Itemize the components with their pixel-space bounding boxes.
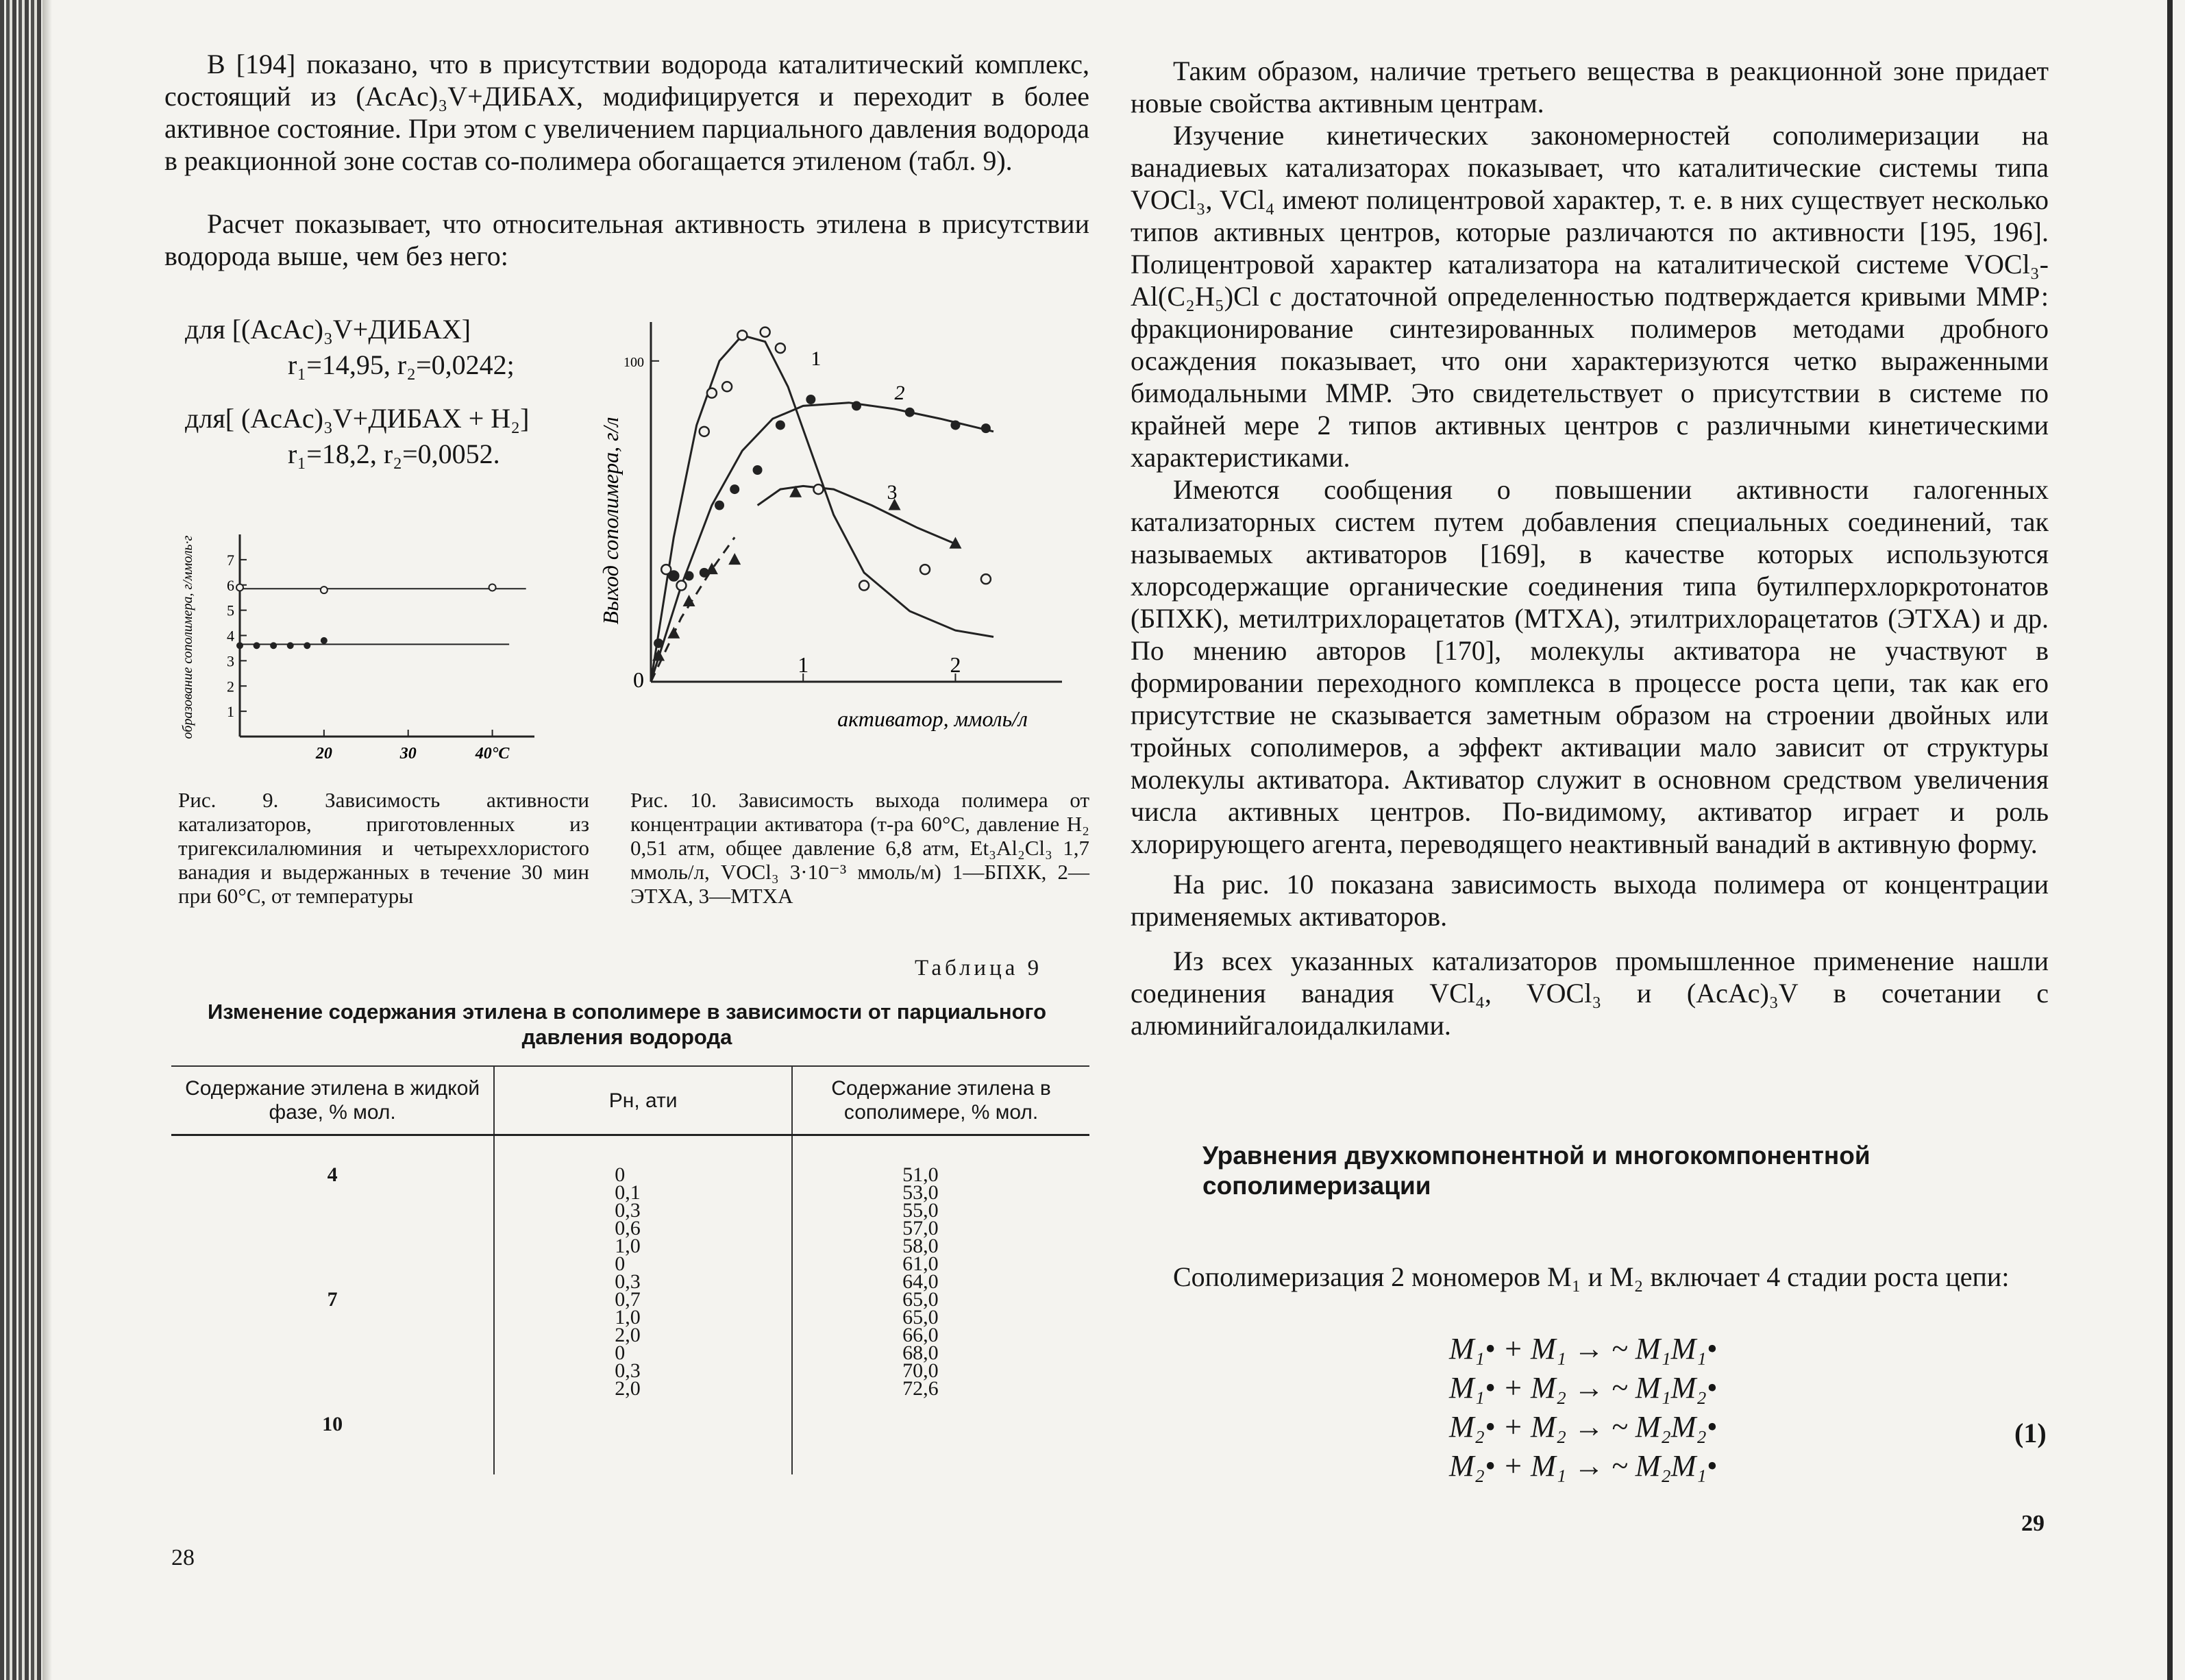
right-para-5: Из всех указанных катализаторов промышленное применение нашли соединения ванадия VCl₄, VOCl₃ и (AcAc)₃V в сочетании с алюминийгалоидалкилами. xyxy=(1131,946,2049,1041)
fig9-y-label: образование сополимера, г/ммоль·г xyxy=(180,535,195,739)
fig10-point-series-3 xyxy=(667,627,680,639)
fig10-series-label: 3 xyxy=(887,481,898,504)
table-cell-pressure: 2,0 xyxy=(615,1377,641,1400)
fig10-point-series-1 xyxy=(722,382,732,391)
fig10-x-tick-label: 1 xyxy=(798,652,809,677)
fig10-point-series-2 xyxy=(654,639,663,648)
fig10-point-series-2 xyxy=(753,465,763,475)
fig9-y-tick-label: 6 xyxy=(227,576,234,594)
table-cell-copolymer: 61,0 xyxy=(902,1252,939,1275)
fig10-point-series-1 xyxy=(700,427,709,436)
fig9-y-tick-label: 2 xyxy=(227,678,234,695)
fig9-y-tick-label: 3 xyxy=(227,652,234,670)
table-number: Таблица 9 xyxy=(915,956,1043,980)
equations-block xyxy=(1449,1329,1805,1485)
fig10-point-series-1 xyxy=(707,388,717,398)
right-para-1: Таким образом, наличие третьего вещества в реакционной зоне придает новые свойства активным центрам. xyxy=(1131,55,2049,119)
fig9-y-tick-label: 5 xyxy=(227,602,234,619)
fig10-point-series-1 xyxy=(920,565,930,574)
table-cell-copolymer: 65,0 xyxy=(902,1306,939,1329)
fig10-point-series-1 xyxy=(676,581,686,591)
fig9-chart xyxy=(164,521,548,774)
equation-4: M₂• + M₁ → ~ M₂M₁• xyxy=(1449,1449,1718,1483)
fig10-x-tick-label: 2 xyxy=(950,652,961,677)
table-cell-copolymer: 64,0 xyxy=(902,1270,939,1293)
fig10-point-series-2 xyxy=(806,395,815,404)
table-col-pressure xyxy=(494,1135,792,1475)
right-text-block xyxy=(1131,55,2049,1041)
fig9-x-tick-label: 40°C xyxy=(475,745,510,763)
fig10-point-series-1 xyxy=(761,328,770,337)
table-cell-copolymer: 72,6 xyxy=(902,1377,939,1400)
fig10-y-label: Выход сополимера, г/л xyxy=(598,417,623,625)
table-cell-copolymer: 70,0 xyxy=(902,1359,939,1382)
table-cell-pressure: 0,3 xyxy=(615,1199,641,1222)
fig9-point-filled xyxy=(321,637,328,644)
table-cell-copolymer: 55,0 xyxy=(902,1199,939,1222)
fig10-y-tick-label: 100 xyxy=(624,354,644,370)
right-para-2: Изучение кинетических закономерностей сополимеризации на ванадиевых катализаторах показывает, что каталитические системы типа VOCl₃, VCl₄ имеют полицентровой характер, т. е. в них существует несколько типов активных центров, которые различаются по активности [195, 196]. Полицентровой характер катализатора на каталитической системе VOCl₃-Al(C₂H₅)Cl с достаточной определенностью подтверждается кривыми ММР: фракционирование синтезированных полимеров методами дробного осаждения показывает, что они характеризуются четко выраженными бимодальными ММР. Это свидетельствует о присутствии в системе по крайней мере 2 типов активных центров с различными кинетическими характеристиками. xyxy=(1131,120,2049,473)
fig9-y-tick-label: 7 xyxy=(227,551,234,569)
table-cell-pressure: 0,7 xyxy=(615,1288,641,1311)
table-cell-pressure: 0 xyxy=(615,1342,626,1364)
fig10-point-series-2 xyxy=(852,401,861,410)
table-cell-copolymer: 57,0 xyxy=(902,1217,939,1239)
fig10-point-series-3 xyxy=(683,595,695,606)
right-page-number: 29 xyxy=(2021,1511,2045,1536)
table-9 xyxy=(171,1065,1089,1474)
section-heading: Уравнения двухкомпонентной и многокомпонентной сополимеризации xyxy=(1202,1141,1871,1200)
fig10-curve-2 xyxy=(651,403,993,682)
book-spine xyxy=(0,0,42,1680)
equation-1: M₁• + M₁ → ~ M₁M₁• xyxy=(1449,1332,1718,1366)
fig10-point-series-3 xyxy=(728,553,741,565)
fig9-caption: Рис. 9. Зависимость активности катализаторов, приготовленных из тригексилалюминия и четыреххлористого ванадия и выдержанных в течение 30 мин при 60°С, от температуры xyxy=(178,788,589,908)
fig10-point-series-2 xyxy=(905,408,915,417)
fig10-point-series-1 xyxy=(813,484,823,494)
right-para-4: На рис. 10 показана зависимость выхода полимера от концентрации применяемых активаторов. xyxy=(1131,869,2049,932)
table-header-copolymer: Содержание этилена в сополимере, % мол. xyxy=(792,1066,1089,1135)
table-cell-liquid: 7 xyxy=(327,1288,338,1311)
table-header-liquid: Содержание этилена в жидкой фазе, % мол. xyxy=(171,1066,494,1135)
fig10-point-series-1 xyxy=(737,330,747,340)
ratio-2-values: r₁=18,2, r₂=0,0052. xyxy=(288,438,500,469)
table-pressure-list xyxy=(495,1163,791,1400)
fig10-point-series-2 xyxy=(730,484,739,494)
left-para-1: В [194] показано, что в присутствии водорода каталитический комплекс, состоящий из (AcAc)₃V+ДИБАХ, модифицируется и переходит в более активное состояние. При этом с увеличением парциального давления водорода в реакционной зоне состав со-полимера обогащается этиленом (табл. 9). xyxy=(164,49,1089,176)
fig10-curve-3 xyxy=(758,486,956,543)
ratio-1-label: для [(AcAc)₃V+ДИБАХ] xyxy=(185,314,471,345)
table-cell-copolymer: 68,0 xyxy=(902,1342,939,1364)
fig9-point-open xyxy=(489,584,496,591)
equation-2: M₁• + M₂ → ~ M₁M₂• xyxy=(1449,1371,1718,1405)
table-cell-pressure: 0 xyxy=(615,1252,626,1275)
fig10-chart xyxy=(589,308,1089,761)
fig10-series-label: 1 xyxy=(811,347,822,370)
fig9-x-tick-label: 20 xyxy=(315,745,332,763)
left-page-number: 28 xyxy=(171,1545,195,1570)
table-body-row xyxy=(171,1135,1089,1475)
table-cell-pressure: 1,0 xyxy=(615,1235,641,1257)
table-cell-liquid: 4 xyxy=(327,1163,338,1186)
table-cell-pressure: 2,0 xyxy=(615,1324,641,1346)
fig10-point-series-2 xyxy=(669,571,678,581)
table-header-pressure: Pн, ати xyxy=(494,1066,792,1135)
fig10-point-series-2 xyxy=(776,420,785,430)
fig10-point-series-1 xyxy=(859,581,869,591)
table-cell-pressure: 0,6 xyxy=(615,1217,641,1239)
fig10-point-series-2 xyxy=(981,423,991,433)
fig10-x-label: активатор, ммоль/л xyxy=(837,706,1028,731)
table-col-copolymer xyxy=(792,1135,1089,1475)
table-cell-liquid: 10 xyxy=(322,1413,343,1435)
fig10-curve-1 xyxy=(651,335,993,682)
table-cell-pressure: 0,1 xyxy=(615,1181,641,1204)
fig9-y-tick-label: 1 xyxy=(227,703,234,721)
table-cell-copolymer: 53,0 xyxy=(902,1181,939,1204)
fig9-x-tick-label: 30 xyxy=(399,745,417,763)
table-cell-copolymer: 65,0 xyxy=(902,1288,939,1311)
table-cell-pressure: 0,3 xyxy=(615,1270,641,1293)
fig9-point-filled xyxy=(254,642,260,649)
fig9-point-filled xyxy=(236,642,243,649)
table-cell-copolymer: 66,0 xyxy=(902,1324,939,1346)
fig10-point-series-1 xyxy=(776,343,785,353)
table-copolymer-list xyxy=(793,1163,1089,1400)
fig10-point-series-2 xyxy=(684,571,694,581)
fig10-caption: Рис. 10. Зависимость выхода полимера от концентрации активатора (т-ра 60°С, давление H₂ 0,51 атм, общее давление 6,8 атм, Et₃Al₂Cl₃ 1,7 ммоль/л, VOCl₃ 3·10⁻³ ммоль/м) 1—БПХК, 2—ЭТХА, 3—МТХА xyxy=(630,788,1089,908)
equation-3: M₂• + M₂ → ~ M₂M₂• xyxy=(1449,1410,1718,1444)
page-edge xyxy=(2167,0,2173,1680)
fig10-point-series-2 xyxy=(715,501,724,510)
table-cell-pressure: 1,0 xyxy=(615,1306,641,1329)
right-para-6: Сополимеризация 2 мономеров M₁ и M₂ включает 4 стадии роста цепи: xyxy=(1173,1261,2010,1292)
table-cell-pressure: 0,3 xyxy=(615,1359,641,1382)
left-para-2: Расчет показывает, что относительная активность этилена в присутствии водорода выше, чем без него: xyxy=(164,208,1089,271)
right-para-3: Имеются сообщения о повышении активности галогенных катализаторных систем путем добавления специальных соединений, так называемых активаторов [169], в качестве которых используются хлорсодержащие органические соединения типа бутилперхлоркротонатов (БПХК), метилтрихлорацетатов (МТХА), этилтрихлорацетатов (ЭТХА) и др. По мнению авторов [170], молекулы активатора не участвуют в формировании переходного комплекса в процессе роста цепи, так как его присутствие не сказывается заметным образом на строении двойных или тройных сополимеров, а эффект активации мало зависит от структуры молекулы активатора. Активатор служит в основном средством увеличения числа активных центров. По-видимому, активатор играет и роль хлорирующего агента, переводящего неактивный ванадий в активную форму. xyxy=(1131,474,2049,859)
table-cell-copolymer: 51,0 xyxy=(902,1163,939,1186)
fig10-point-series-2 xyxy=(950,420,960,430)
ratio-1-values: r₁=14,95, r₂=0,0242; xyxy=(288,349,515,380)
equation-number: (1) xyxy=(2014,1418,2047,1448)
table-cell-copolymer: 58,0 xyxy=(902,1235,939,1257)
fig9-point-filled xyxy=(287,642,294,649)
fig9-point-open xyxy=(321,586,328,593)
fig10-series-label: 2 xyxy=(894,382,905,404)
table-cell-pressure: 0 xyxy=(615,1163,626,1186)
table-title: Изменение содержания этилена в сополимере в зависимости от парциального давления водорода xyxy=(207,1000,1046,1049)
table-header-row xyxy=(171,1066,1089,1135)
fig9-y-tick-label: 4 xyxy=(227,627,234,645)
fig9-point-filled xyxy=(304,642,310,649)
spine-shadow xyxy=(42,0,52,1680)
fig10-x-tick-label: 0 xyxy=(633,667,644,692)
fig10-point-series-1 xyxy=(981,574,991,584)
fig9-point-open xyxy=(236,584,243,591)
table-col-liquid xyxy=(171,1135,494,1475)
fig9-point-filled xyxy=(270,642,277,649)
ratio-2-label: для[ (AcAc)₃V+ДИБАХ + H₂] xyxy=(185,403,530,434)
